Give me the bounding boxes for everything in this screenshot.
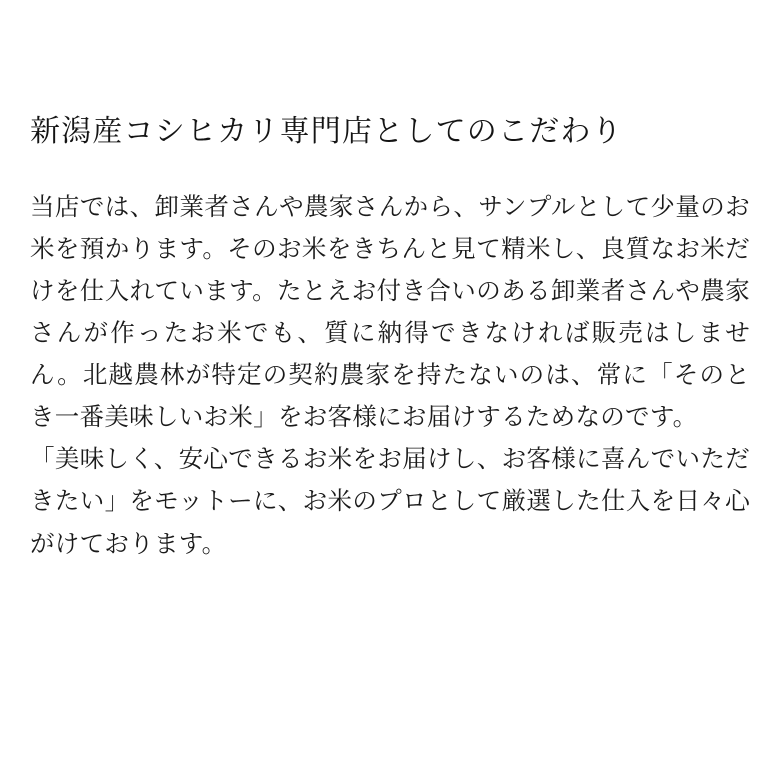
page-title: 新潟産コシヒカリ専門店としてのこだわり — [30, 115, 623, 148]
body-paragraph: 「美味しく、安心できるお米をお届けし、お客様に喜んでいただきたい」をモットーに、お米のプロとして厳選した仕入を日々心がけております。 — [30, 446, 750, 558]
document-body — [30, 187, 750, 566]
body-paragraph: 当店では、卸業者さんや農家さんから、サンプルとして少量のお米を預かります。そのお米をきちんと見て精米し、良質なお米だけを仕入れています。たとえお付き合いのある卸業者さんや農家さんが作ったお米でも、質に納得できなければ販売はしません。北越農林が特定の契約農家を持たないのは、常に「そのとき一番美味しいお米」をお客様にお届けするためなのです。 — [30, 193, 750, 432]
